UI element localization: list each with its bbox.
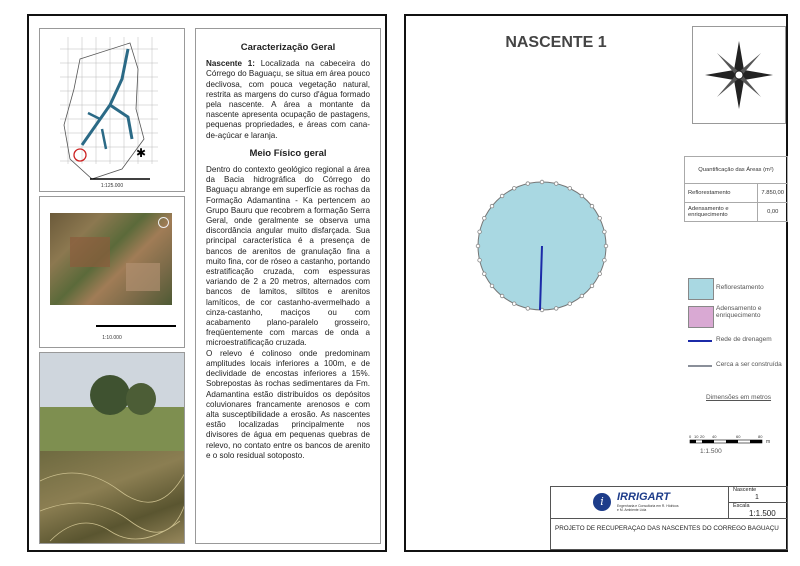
scale-unit: m — [766, 439, 771, 445]
compass-box — [692, 26, 786, 124]
nascente-number: 1 — [755, 494, 759, 501]
fence-post — [603, 230, 607, 234]
fence-post — [580, 294, 584, 298]
aerial-scale: 1:10.000 — [102, 335, 122, 341]
fence-post — [490, 284, 494, 288]
legend-rede: Rede de drenagem — [716, 336, 772, 343]
scale-tick: 0 — [689, 434, 692, 439]
legend-dimensoes: Dimensões em metros — [706, 394, 772, 401]
fence-post — [478, 258, 482, 262]
fence-post — [526, 307, 530, 311]
fence-post — [500, 194, 504, 198]
scale-tick: 40 — [712, 434, 717, 439]
escala-value: 1:1.500 — [749, 509, 776, 518]
fence-post — [512, 187, 516, 191]
nascente-paragraph: Nascente 1: Localizada na cabeceira do Córrego do Baguaçu, se situa em área pouco declivosa, com pouca vegetação natural, restrita as margens do curso d'água formado pela nascente. A área a montante da nascente apresenta ocupação de pastagens, pequenas propriedades, e áreas com cana-de-açúcar e laranja. — [206, 59, 371, 140]
legend-line-drainage — [688, 340, 712, 342]
aerial-image — [50, 213, 172, 305]
legend-cerca: Cerca a ser construída — [716, 361, 782, 368]
title-block — [550, 486, 788, 550]
fence-post — [526, 182, 530, 186]
scale-tick: 10 — [694, 434, 699, 439]
location-map-drawing — [40, 29, 184, 191]
fence-post — [603, 258, 607, 262]
fence-post — [568, 302, 572, 306]
fence-post — [476, 244, 480, 248]
field-photo — [39, 352, 185, 544]
company-subtitle: Engenharia e Consultoria em R. Hídricos e M. Ambiente Ltda — [617, 504, 679, 512]
legend-swatch-adensamento — [688, 306, 714, 328]
fence-post — [478, 230, 482, 234]
map-scale: 1:125.000 — [100, 183, 124, 189]
location-map — [39, 28, 185, 192]
fence-post — [568, 187, 572, 191]
legend-line-fence — [688, 365, 712, 367]
fence-post — [598, 216, 602, 220]
table-row: Adensamento e enriquecimento 0,00 — [685, 203, 788, 222]
fence-post — [590, 204, 594, 208]
location-marker-icon — [74, 149, 86, 161]
fence-post — [500, 294, 504, 298]
meio-paragraph-2: O relevo é colinoso onde predominam amplitudes locais inferiores a 100m, e de declividade de encostas inferiores a 15%. Sobrepostas às rochas sedimentares da Fm. Adamantina estão distribuídos os depósitos coluvionares francamente arenosos e com alta susceptibilidade a erosão. As nascentes estão localizadas principalmente nos divisores de água em pequenas quebras de relevo, no contato entre os bancos de arenito e o solo residual sotoposto. — [206, 348, 370, 460]
irrigart-logo-icon: i — [593, 493, 611, 511]
fence-post — [580, 194, 584, 198]
company-name: IRRIGART — [617, 491, 670, 503]
legend-swatch-reflorestamento — [688, 278, 714, 300]
fence-post — [483, 272, 487, 276]
aerial-photo — [39, 196, 185, 348]
fence-post — [490, 204, 494, 208]
page-title: NASCENTE 1 — [505, 34, 607, 51]
table-header: Quantificação das Áreas (m²) — [685, 157, 788, 184]
scale-tick: 80 — [758, 434, 763, 439]
fence-post — [554, 182, 558, 186]
project-title: PROJETO DE RECUPERAÇÃO DAS NASCENTES DO CÓRREGO BAGUAÇU — [555, 525, 779, 532]
scale-tick: 20 — [700, 434, 705, 439]
fence-post — [598, 272, 602, 276]
legend-adensamento: Adensamento e enriquecimento — [716, 305, 762, 319]
fence-post — [590, 284, 594, 288]
legend-reflorestamento: Reflorestamento — [716, 284, 764, 291]
meio-fisico-heading: Meio Físico geral — [249, 147, 327, 159]
escala-label: Escala — [733, 503, 750, 509]
scale-tick: 60 — [736, 434, 741, 439]
fence-post — [604, 244, 608, 248]
right-panel — [404, 14, 788, 552]
table-row: Reflorestamento 7.850,00 — [685, 184, 788, 203]
meio-paragraph-1: Dentro do contexto geológico regional a área da Bacia hidrográfica do Córrego do Baguaçu abrange em superfície as rochas da Formação Adamantina - Ka pertencem ao Grupo Bauru que recobrem a formação Serra Geral, onde geralmente se observa uma discordância angular muito disfarçada. Sua principal característica é a presença de bancos de arenitos de granulação fina a muito fina, cor de róseo a castanho, portando estratificação cruzada, com espessuras variando de 2 a 20 metros, alternados com bancos de lamitos, siltitos e arenitos lamíticos, de cor castanho-avermelhado a cinza-castanho, maciços ou com acabamento plano-paralelo grosseiro, freqüentemente com marcas de onda a microestratificação cruzada. — [206, 165, 370, 348]
nascente-label: Nascente — [733, 487, 757, 493]
scale-label: 1:1.500 — [700, 448, 722, 455]
caracterizacao-heading: Caracterização Geral — [240, 42, 336, 53]
aerial-marker-icon — [158, 217, 169, 228]
fence-post — [512, 302, 516, 306]
left-panel — [27, 14, 387, 552]
fence-post — [483, 216, 487, 220]
fence-post — [554, 307, 558, 311]
svg-text:✱: ✱ — [136, 146, 147, 160]
compass-rose-icon — [693, 27, 785, 123]
description-text — [195, 28, 381, 544]
nascente-plot — [446, 146, 706, 386]
fence-post — [540, 180, 544, 184]
